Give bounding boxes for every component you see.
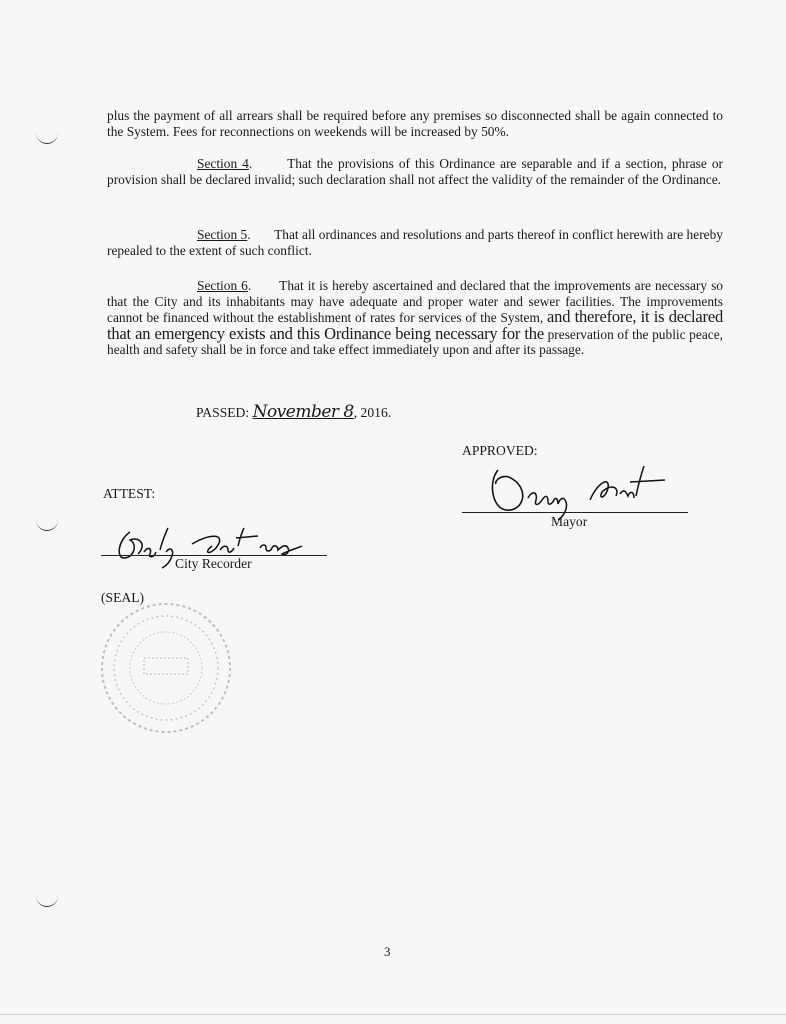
paragraph-section-5: Section 5. That all ordinances and resolutions and parts thereof in conflict herewith are hereby repealed to the extent of such conflict. [107,227,723,258]
paragraph-arrears [107,108,723,139]
passed-date-handwritten: November 8 [252,402,354,422]
recorder-label: City Recorder [175,556,252,571]
section-5-heading: Section 5 [197,227,248,242]
binder-hole-mark [36,133,58,144]
passed-label: PASSED: [196,405,250,420]
approved-label: APPROVED: [462,443,538,458]
city-seal-emboss [96,598,236,738]
attest-label: ATTEST: [103,486,156,501]
paragraph-section-4: Section 4. That the provisions of this Ordinance are separable and if a section, phrase or provision shall be declared invalid; such declaration shall not affect the validity of the remainder of the Ordinance. [107,156,723,187]
paragraph-section-6: Section 6. That it is hereby ascertained and declared that the improvements are necessary so that the City and its inhabitants may have adequate and proper water and sewer facilities. The improvements cannot be financed without the establishment of rates for services of the System, and therefore, it is declared that an emergency exists and this Ordinance being necessary for the preservation of the public peace, health and safety shall be in force and take effect immediately upon and after its passage. [107,278,723,357]
mayor-signature-line [462,512,688,513]
section-4-heading: Section 4 [197,156,249,171]
mayor-label: Mayor [551,514,588,529]
section-6-heading: Section 6 [197,278,248,293]
section-6-text-a: That it is hereby ascertained and declared that the improvements are necessary so that the City and its inhabitants may have adequate and proper water and sewer facilities. The improvements cannot be financed without the establishment of rates for services of the System, [107,278,723,325]
page-number: 3 [384,944,391,959]
paragraph-arrears-text: plus the payment of all arrears shall be required before any premises so disconnected shall be again connected to the System. Fees for reconnections on weekends will be increased by 50%. [107,108,723,139]
binder-hole-mark [36,896,58,907]
passed-year: , 2016. [353,405,392,420]
passed-line [196,402,391,422]
scan-edge-rule [0,1014,786,1015]
section-6-text-c: preservation of the public peace, health and safety shall be in force and take effect immediately upon and after its passage. [107,326,723,357]
section-4-text: That the provisions of this Ordinance are separable and if a section, phrase or provision shall be declared invalid; such declaration shall not affect the validity of the remainder of the Ordinance. [107,156,723,187]
mayor-signature [470,462,720,522]
section-6-text-b: and therefore, it is declared that an emergency exists and this Ordinance being necessary for the [107,307,723,343]
seal-label: (SEAL) [101,590,145,605]
section-5-text: That all ordinances and resolutions and parts thereof in conflict herewith are hereby repealed to the extent of such conflict. [107,227,723,258]
binder-hole-mark [36,520,58,531]
